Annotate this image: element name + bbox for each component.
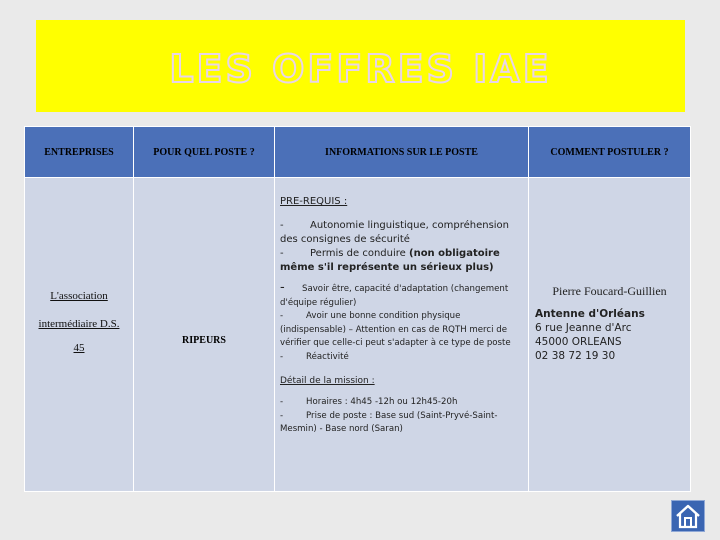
- home-button[interactable]: [671, 500, 705, 532]
- contact-name: Pierre Foucard-Guillien: [552, 284, 667, 298]
- contact-street: 6 rue Jeanne d'Arc: [535, 322, 632, 334]
- poste-cell: [134, 178, 275, 492]
- poste-label: RIPEURS: [182, 334, 226, 346]
- page-title: LES OFFRES IAE: [169, 47, 552, 91]
- info-cell: [275, 178, 529, 492]
- contact-phone: 02 38 72 19 30: [535, 350, 616, 362]
- entreprise-code: 45: [73, 342, 85, 354]
- postuler-cell: [529, 178, 691, 492]
- header-entreprises: ENTREPRISES: [25, 127, 134, 178]
- entreprise-cell: [25, 178, 134, 492]
- entreprise-name-line2: intermédiaire D.S.: [38, 318, 120, 330]
- table-row: [25, 178, 691, 492]
- header-poste: POUR QUEL POSTE ?: [134, 127, 275, 178]
- prerequis-item: - Autonomie linguistique, compréhension des consignes de sécurité: [280, 220, 510, 245]
- contact-antenne: Antenne d'Orléans: [535, 308, 645, 320]
- mission-item: - Prise de poste : Base sud (Saint-Pryvé-Saint-Mesmin) - Base nord (Saran): [280, 410, 498, 434]
- prerequis-title: PRE-REQUIS :: [280, 196, 348, 207]
- detail-item: - Savoir être, capacité d'adaptation (changement d'équipe régulier): [280, 280, 509, 308]
- detail-item: - Avoir une bonne condition physique (indispensable) – Attention en cas de RQTH merci de vérifier que celle-ci peut s'adapter à ce type de poste: [280, 311, 511, 348]
- table-header-row: [25, 127, 691, 178]
- mission-title: Détail de la mission :: [280, 376, 375, 386]
- contact-city: 45000 ORLEANS: [535, 336, 622, 348]
- entreprise-name-line1: L'association: [50, 290, 108, 302]
- prerequis-item: - Permis de conduire (non obligatoire même s'il représente un sérieux plus): [280, 248, 500, 273]
- mission-item: - Horaires : 4h45 -12h ou 12h45-20h: [280, 397, 458, 407]
- home-icon: [674, 503, 702, 529]
- detail-item: - Réactivité: [280, 351, 349, 362]
- offers-table: [24, 126, 691, 492]
- title-banner: [36, 20, 685, 112]
- header-informations: INFORMATIONS SUR LE POSTE: [275, 127, 529, 178]
- header-postuler: COMMENT POSTULER ?: [529, 127, 691, 178]
